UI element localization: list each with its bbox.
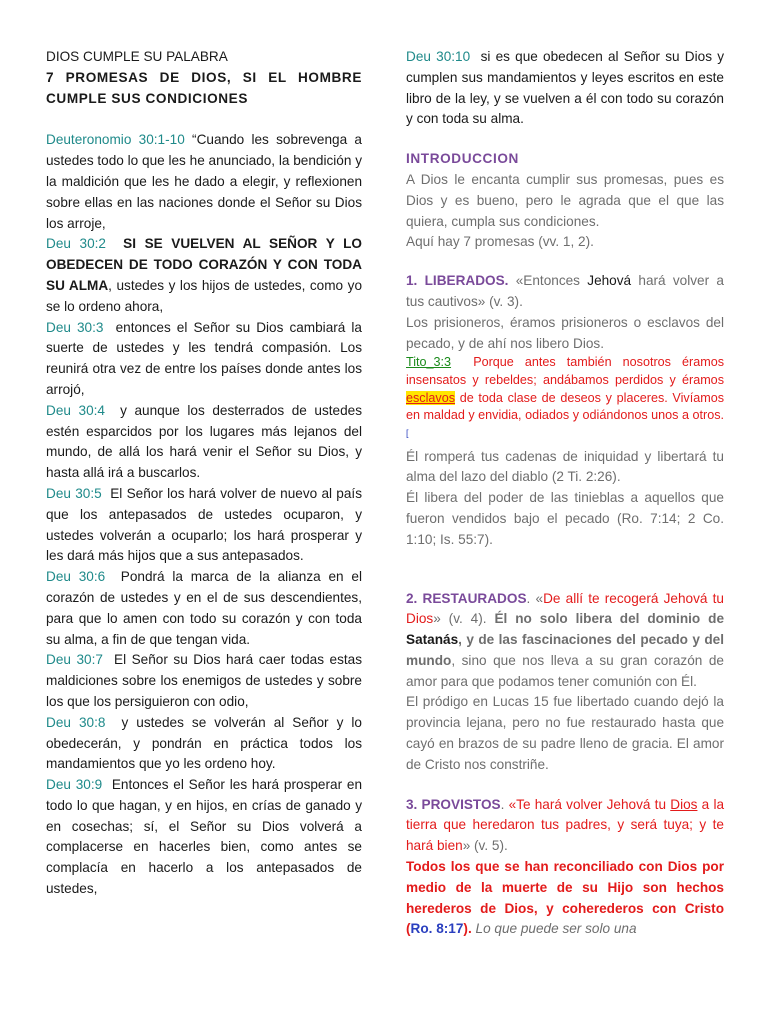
verse-30-10: [406, 47, 724, 130]
emphasis-text: Todos los que se han reconciliado con Dios por medio de la muerte de su Hijo son hechos herederos de Dios, y coherederos con Cristo (: [406, 859, 724, 937]
quote-text: Porque antes también nosotros éramos insensatos y rebeldes; andábamos perdidos y éramos: [406, 355, 725, 387]
promise-heading: 3. PROVISTOS: [406, 796, 501, 812]
verse-30-6: [46, 567, 362, 650]
emphasis-text: ).: [463, 921, 472, 937]
verse-ref[interactable]: Deu 30:9: [46, 777, 103, 793]
verse-30-5: [46, 484, 362, 567]
verse-ref[interactable]: Deu 30:10: [406, 49, 471, 64]
verse-ref[interactable]: Deu 30:7: [46, 652, 103, 668]
verse-30-8: [46, 713, 362, 775]
emphasis-name: Satanás: [406, 632, 459, 648]
verse-30-3: [46, 318, 362, 401]
verse-ref[interactable]: Deu 30:3: [46, 319, 104, 335]
promise-quote: hará volver a tus cautivos» (v. 3).: [406, 273, 724, 309]
promise-dot: .: [500, 796, 505, 812]
promise-1: [406, 271, 724, 313]
intro-heading: INTRODUCCION: [406, 151, 519, 167]
promise-3-text: [406, 857, 724, 940]
promise-dot: .: [526, 590, 531, 606]
promise-quote: De allí te recogerá Jehová tu Dios: [406, 590, 724, 627]
verse-ref[interactable]: Deu 30:5: [46, 485, 102, 501]
continuation-text: Lo que puede ser solo una: [475, 921, 637, 937]
intro-text: A Dios le encanta cumplir sus promesas, pues es Dios y es bueno, pero le agrada que el que las quiera, cumpla sus condiciones.: [406, 171, 724, 229]
verse-ref[interactable]: Deu 30:8: [46, 714, 106, 730]
verse-emphasis: SI SE VUELVEN AL SEÑOR Y LO OBEDECEN DE TODO CORAZÓN Y CON TODA SU ALMA: [46, 236, 362, 293]
verse-text: y aunque los desterrados de ustedes estén esparcidos por los lugares más lejanos del mundo, de allá los hará venir el Señor su Dios, y hasta allá irá a buscarlos.: [46, 402, 363, 481]
verse-30-9: [46, 775, 362, 900]
promise-1-text-2: Él romperá tus cadenas de iniquidad y libertará tu alma del lazo del diablo (2 Ti. 2:26).: [406, 448, 724, 485]
verse-text: Entonces el Señor les hará prosperar en todo lo que hagan, y en hijos, en crías de ganado y en cosechas; sí, el Señor su Dios volverá a complacerse en hacerles bien, como antes se complacía en hacerlo a los antepasados de ustedes,: [46, 777, 363, 897]
tito-quote: [406, 354, 724, 446]
promise-2: [406, 589, 724, 693]
verse-text: y ustedes se volverán al Señor y lo obedecerán, y pondrán en práctica todos los mandamientos que yo les ordeno hoy.: [46, 714, 362, 772]
quote-mark: «: [535, 590, 544, 606]
promise-text: , sino que nos lleva a su gran corazón de amor para que podamos tener comunión con Él.: [406, 652, 724, 689]
verse-text: El Señor su Dios hará caer todas estas maldiciones sobre los enemigos de ustedes y sobre los que los persiguieron con odio,: [46, 652, 363, 709]
promise-quote-underlined: Dios: [670, 796, 698, 812]
document-title: DIOS CUMPLE SU PALABRA: [46, 49, 228, 64]
quote-text: de toda clase de deseos y placeres. Vivíamos en maldad y envidia, odiados y odiándonos unos a otros.: [406, 390, 724, 423]
promise-3: [406, 795, 724, 857]
deuteronomy-intro: [46, 130, 362, 234]
tito-ref-link[interactable]: Tito_3:3: [406, 355, 452, 370]
promise-1-text: Los prisioneros, éramos prisioneros o esclavos del pecado, y de ahí nos libero Dios.: [406, 314, 724, 351]
emphasis-text: Él no solo libera del dominio de: [494, 611, 725, 627]
emphasis-text: , y de las fascinaciones del pecado y del mundo: [406, 632, 724, 668]
verse-ref[interactable]: Deu 30:6: [46, 569, 106, 585]
verse-ref[interactable]: Deu 30:4: [46, 402, 105, 418]
promise-quote: a la tierra que heredaron tus padres, y será tuya; y te hará bien: [406, 796, 725, 854]
verse-ref[interactable]: Deu 30:2: [46, 236, 106, 252]
verse-text: El Señor los hará volver de nuevo al país que los antepasados de ustedes ocuparon, y ustedes volverán a ocuparlo; los hará prosperar y les dará más hijos que a sus antepasados.: [46, 485, 363, 564]
promise-quote: «Entonces: [515, 273, 580, 289]
promise-2-text-2: El pródigo en Lucas 15 fue libertado cuando dejó la provincia lejana, pero no fue restaurado hasta que cayó en brazos de su padre lleno de gracia. El amor de Cristo nos constriñe.: [406, 694, 724, 772]
promise-heading: 1. LIBERADOS.: [406, 273, 509, 289]
verse-30-4: [46, 401, 362, 484]
promise-heading: 2. RESTAURADOS: [406, 590, 527, 606]
right-column: [406, 47, 724, 940]
verse-30-2: [46, 234, 362, 317]
highlighted-word: esclavos: [406, 390, 455, 405]
left-column: [46, 47, 362, 900]
intro-count: Aquí hay 7 promesas (vv. 1, 2).: [406, 234, 594, 250]
document-subtitle: 7 PROMESAS DE DIOS, SI EL HOMBRE CUMPLE SUS CONDICIONES: [46, 69, 362, 106]
promise-1-text-3: Él libera del poder de las tinieblas a aquellos que fueron vendidos bajo el pecado (Ro. 7:14; 2 Co. 1:10; Is. 55:7).: [406, 490, 724, 547]
promise-quote: «Te hará volver Jehová tu: [508, 796, 667, 812]
scripture-ref[interactable]: Ro. 8:17: [410, 921, 464, 937]
verse-text: Pondrá la marca de la alianza en el corazón de ustedes y en el de sus descendientes, para que lo amen con todo su corazón y con toda su alma, a fin de que tengan vida.: [46, 569, 362, 647]
verse-text: si es que obedecen al Señor su Dios y cumplen sus mandamientos y leyes escritos en este libro de la ley, y se vuelven a él con todo su corazón y con toda su alma.: [406, 49, 725, 127]
verse-ref-text: » (v. 5).: [462, 838, 508, 854]
promise-quote-name: Jehová: [587, 273, 632, 289]
footnote-marker[interactable]: [: [406, 427, 409, 438]
verse-30-7: [46, 650, 362, 712]
verse-text: entonces el Señor su Dios cambiará la suerte de ustedes y les tendrá compasión. Los reunirá otra vez de entre los países donde antes los arrojó,: [46, 319, 362, 397]
verse-text: “Cuando les sobrevenga a ustedes todo lo que les he anunciado, la bendición y la maldición que les he dado a elegir, y reflexionen sobre ellas en las naciones donde el Señor su Dios los arroje,: [46, 132, 362, 231]
verse-ref-text: » (v. 4).: [433, 611, 487, 627]
verse-text: , ustedes y los hijos de ustedes, como yo se lo ordeno ahora,: [46, 277, 362, 314]
verse-ref[interactable]: Deuteronomio 30:1-10: [46, 132, 185, 148]
